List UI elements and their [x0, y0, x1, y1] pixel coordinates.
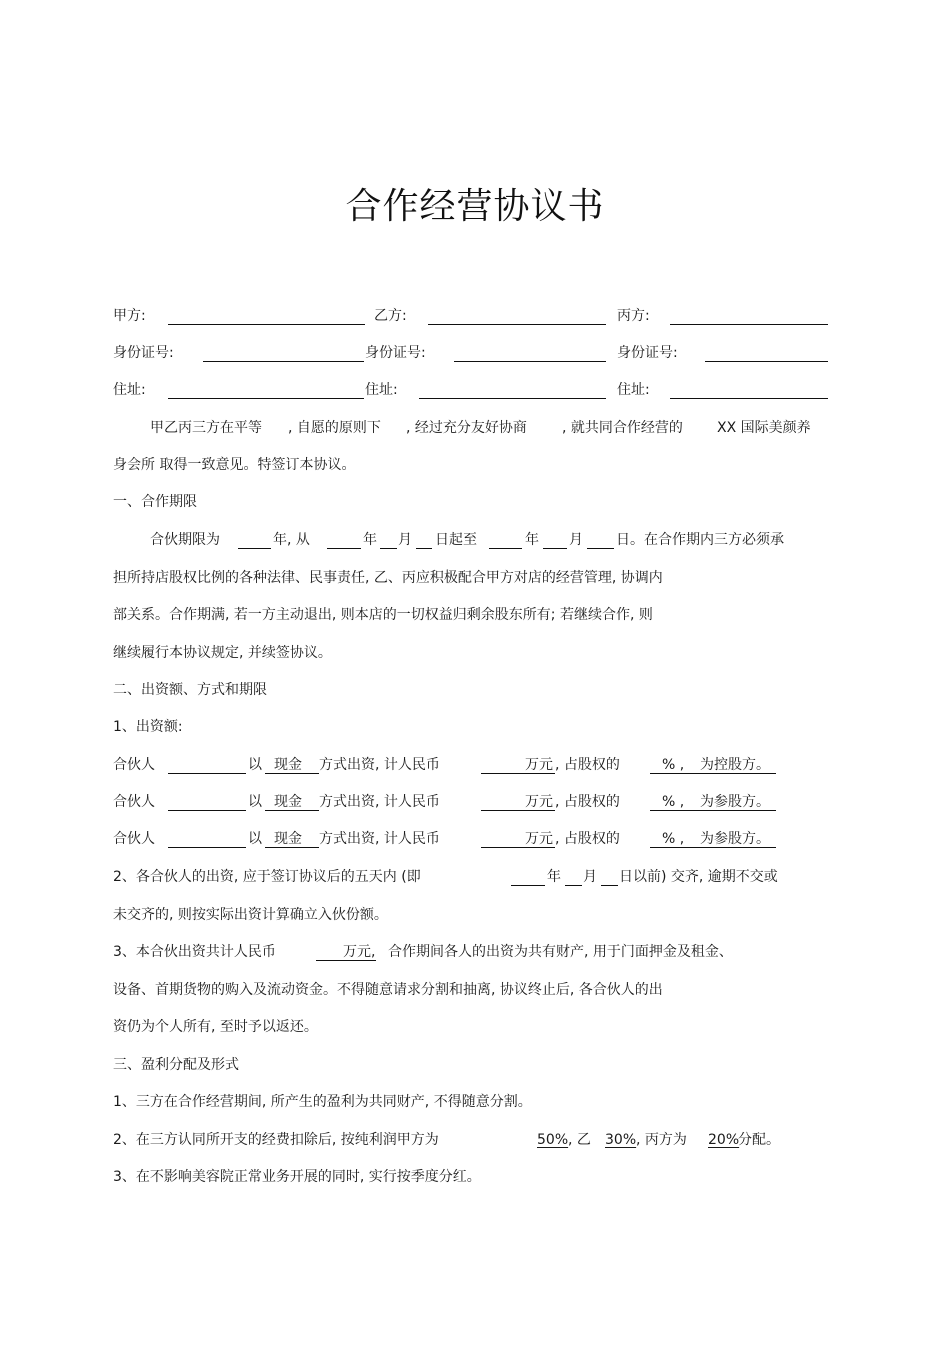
start-year-blank[interactable]: [327, 548, 361, 549]
partner-3-desc: 方式出资, 计人民币: [319, 831, 440, 847]
partner-3-pct: % ,: [662, 831, 685, 847]
deadline-day-blank[interactable]: [601, 885, 618, 886]
partner-3-stake: , 占股权的: [555, 831, 620, 847]
party-c-name-blank[interactable]: [670, 324, 828, 325]
term-text-a: 合伙期限为: [150, 532, 220, 548]
intro-text-3: , 经过充分友好协商: [406, 420, 527, 436]
profit-item-2-text-d: 分配。: [738, 1132, 780, 1148]
section-1-heading: 一、合作期限: [113, 494, 197, 510]
deadline-line-2: 未交齐的, 则按实际出资计算确立入伙份额。: [113, 907, 388, 923]
intro-line-2: 身会所 取得一致意见。特签订本协议。: [113, 457, 356, 473]
partner-2-stake: , 占股权的: [555, 794, 620, 810]
partner-1-label: 合伙人: [113, 757, 155, 773]
term-text-b: 年, 从: [273, 532, 310, 548]
share-party-c: 20%: [708, 1132, 740, 1148]
party-c-address-label: 住址:: [617, 382, 650, 398]
partner-1-role: 为控股方。: [700, 757, 770, 773]
party-a-id-blank[interactable]: [203, 361, 364, 362]
partner-2-name-blank[interactable]: [168, 810, 246, 811]
party-b-name-blank[interactable]: [428, 324, 606, 325]
profit-item-2-text-c: , 丙方为: [636, 1132, 687, 1148]
profit-item-2-text-a: 2、在三方认同所开支的经费扣除后, 按纯利润甲方为: [113, 1132, 439, 1148]
partner-2-method[interactable]: 现金: [274, 794, 302, 810]
total-text-b: 合作期间各人的出资为共有财产, 用于门面押金及租金、: [388, 944, 733, 960]
party-b-id-label: 身份证号:: [365, 345, 426, 361]
partner-1-yi: 以: [248, 757, 262, 773]
start-month-blank[interactable]: [380, 548, 397, 549]
party-c-label: 丙方:: [617, 308, 650, 324]
start-day-blank[interactable]: [416, 548, 432, 549]
party-a-name-blank[interactable]: [168, 324, 365, 325]
deadline-month-blank[interactable]: [565, 885, 582, 886]
party-b-label: 乙方:: [374, 308, 407, 324]
term-line-3: 部关系。合作期满, 若一方主动退出, 则本店的一切权益归剩余股东所有; 若继续合作, 则: [113, 607, 653, 623]
profit-item-1: 1、三方在合作经营期间, 所产生的盈利为共同财产, 不得随意分割。: [113, 1094, 532, 1110]
party-b-address-blank[interactable]: [419, 398, 606, 399]
deadline-text-a: 2、各合伙人的出资, 应于签订协议后的五天内 (即: [113, 869, 421, 885]
term-text-c: 年: [363, 532, 377, 548]
party-c-address-blank[interactable]: [670, 398, 828, 399]
party-a-address-label: 住址:: [113, 382, 146, 398]
deadline-text-d: 日以前) 交齐, 逾期不交或: [619, 869, 778, 885]
partner-3-wan: 万元: [525, 831, 553, 847]
term-text-g: 月: [569, 532, 583, 548]
partner-1-wan: 万元: [525, 757, 553, 773]
party-a-id-label: 身份证号:: [113, 345, 174, 361]
partner-3-yi: 以: [248, 831, 262, 847]
partner-2-wan: 万元: [525, 794, 553, 810]
document-title: 合作经营协议书: [345, 186, 605, 227]
total-line-2: 设备、首期货物的购入及流动资金。不得随意请求分割和抽离, 协议终止后, 各合伙人的出: [113, 982, 663, 998]
term-line-4: 继续履行本协议规定, 并续签协议。: [113, 645, 332, 661]
term-text-f: 年: [525, 532, 539, 548]
profit-item-2-text-b: , 乙: [568, 1132, 591, 1148]
partner-3-role: 为参股方。: [700, 831, 770, 847]
party-b-address-label: 住址:: [365, 382, 398, 398]
partner-1-pct: % ,: [662, 757, 685, 773]
intro-text-2: , 自愿的原则下: [288, 420, 381, 436]
partner-3-label: 合伙人: [113, 831, 155, 847]
partner-1-method[interactable]: 现金: [274, 757, 302, 773]
partner-1-stake: , 占股权的: [555, 757, 620, 773]
end-day-blank[interactable]: [587, 548, 614, 549]
share-party-b: 30%: [605, 1132, 637, 1148]
deadline-year-blank[interactable]: [511, 885, 545, 886]
end-month-blank[interactable]: [543, 548, 567, 549]
partner-2-yi: 以: [248, 794, 262, 810]
contribution-heading: 1、出资额:: [113, 719, 183, 735]
term-text-h: 日。在合作期内三方必须承: [616, 532, 784, 548]
section-3-heading: 三、盈利分配及形式: [113, 1057, 239, 1073]
partner-2-pct: % ,: [662, 794, 685, 810]
party-a-address-blank[interactable]: [168, 398, 364, 399]
term-text-d: 月: [398, 532, 412, 548]
party-b-id-blank[interactable]: [454, 361, 606, 362]
share-party-a: 50%: [537, 1132, 569, 1148]
section-2-heading: 二、出资额、方式和期限: [113, 682, 267, 698]
partner-3-method[interactable]: 现金: [274, 831, 302, 847]
profit-item-3: 3、在不影响美容院正常业务开展的同时, 实行按季度分红。: [113, 1169, 481, 1185]
partner-2-desc: 方式出资, 计人民币: [319, 794, 440, 810]
term-text-e: 日起至: [435, 532, 477, 548]
partner-1-desc: 方式出资, 计人民币: [319, 757, 440, 773]
term-line-2: 担所持店股权比例的各种法律、民事责任, 乙、丙应积极配合甲方对店的经营管理, 协调内: [113, 570, 663, 586]
deadline-text-c: 月: [583, 869, 597, 885]
total-line-3: 资仍为个人所有, 至时予以返还。: [113, 1019, 318, 1035]
deadline-text-b: 年: [547, 869, 561, 885]
partner-2-label: 合伙人: [113, 794, 155, 810]
partner-2-role: 为参股方。: [700, 794, 770, 810]
partner-1-name-blank[interactable]: [168, 773, 246, 774]
total-text-a: 3、本合伙出资共计人民币: [113, 944, 276, 960]
intro-text-1: 甲乙丙三方在平等: [150, 420, 262, 436]
total-wan: 万元,: [343, 944, 376, 960]
party-c-id-label: 身份证号:: [617, 345, 678, 361]
intro-text-4: , 就共同合作经营的: [562, 420, 683, 436]
end-year-blank[interactable]: [489, 548, 522, 549]
partner-3-name-blank[interactable]: [168, 847, 246, 848]
term-years-blank[interactable]: [238, 548, 271, 549]
party-c-id-blank[interactable]: [705, 361, 828, 362]
intro-text-5: XX 国际美颜养: [717, 420, 811, 436]
party-a-label: 甲方:: [113, 308, 146, 324]
